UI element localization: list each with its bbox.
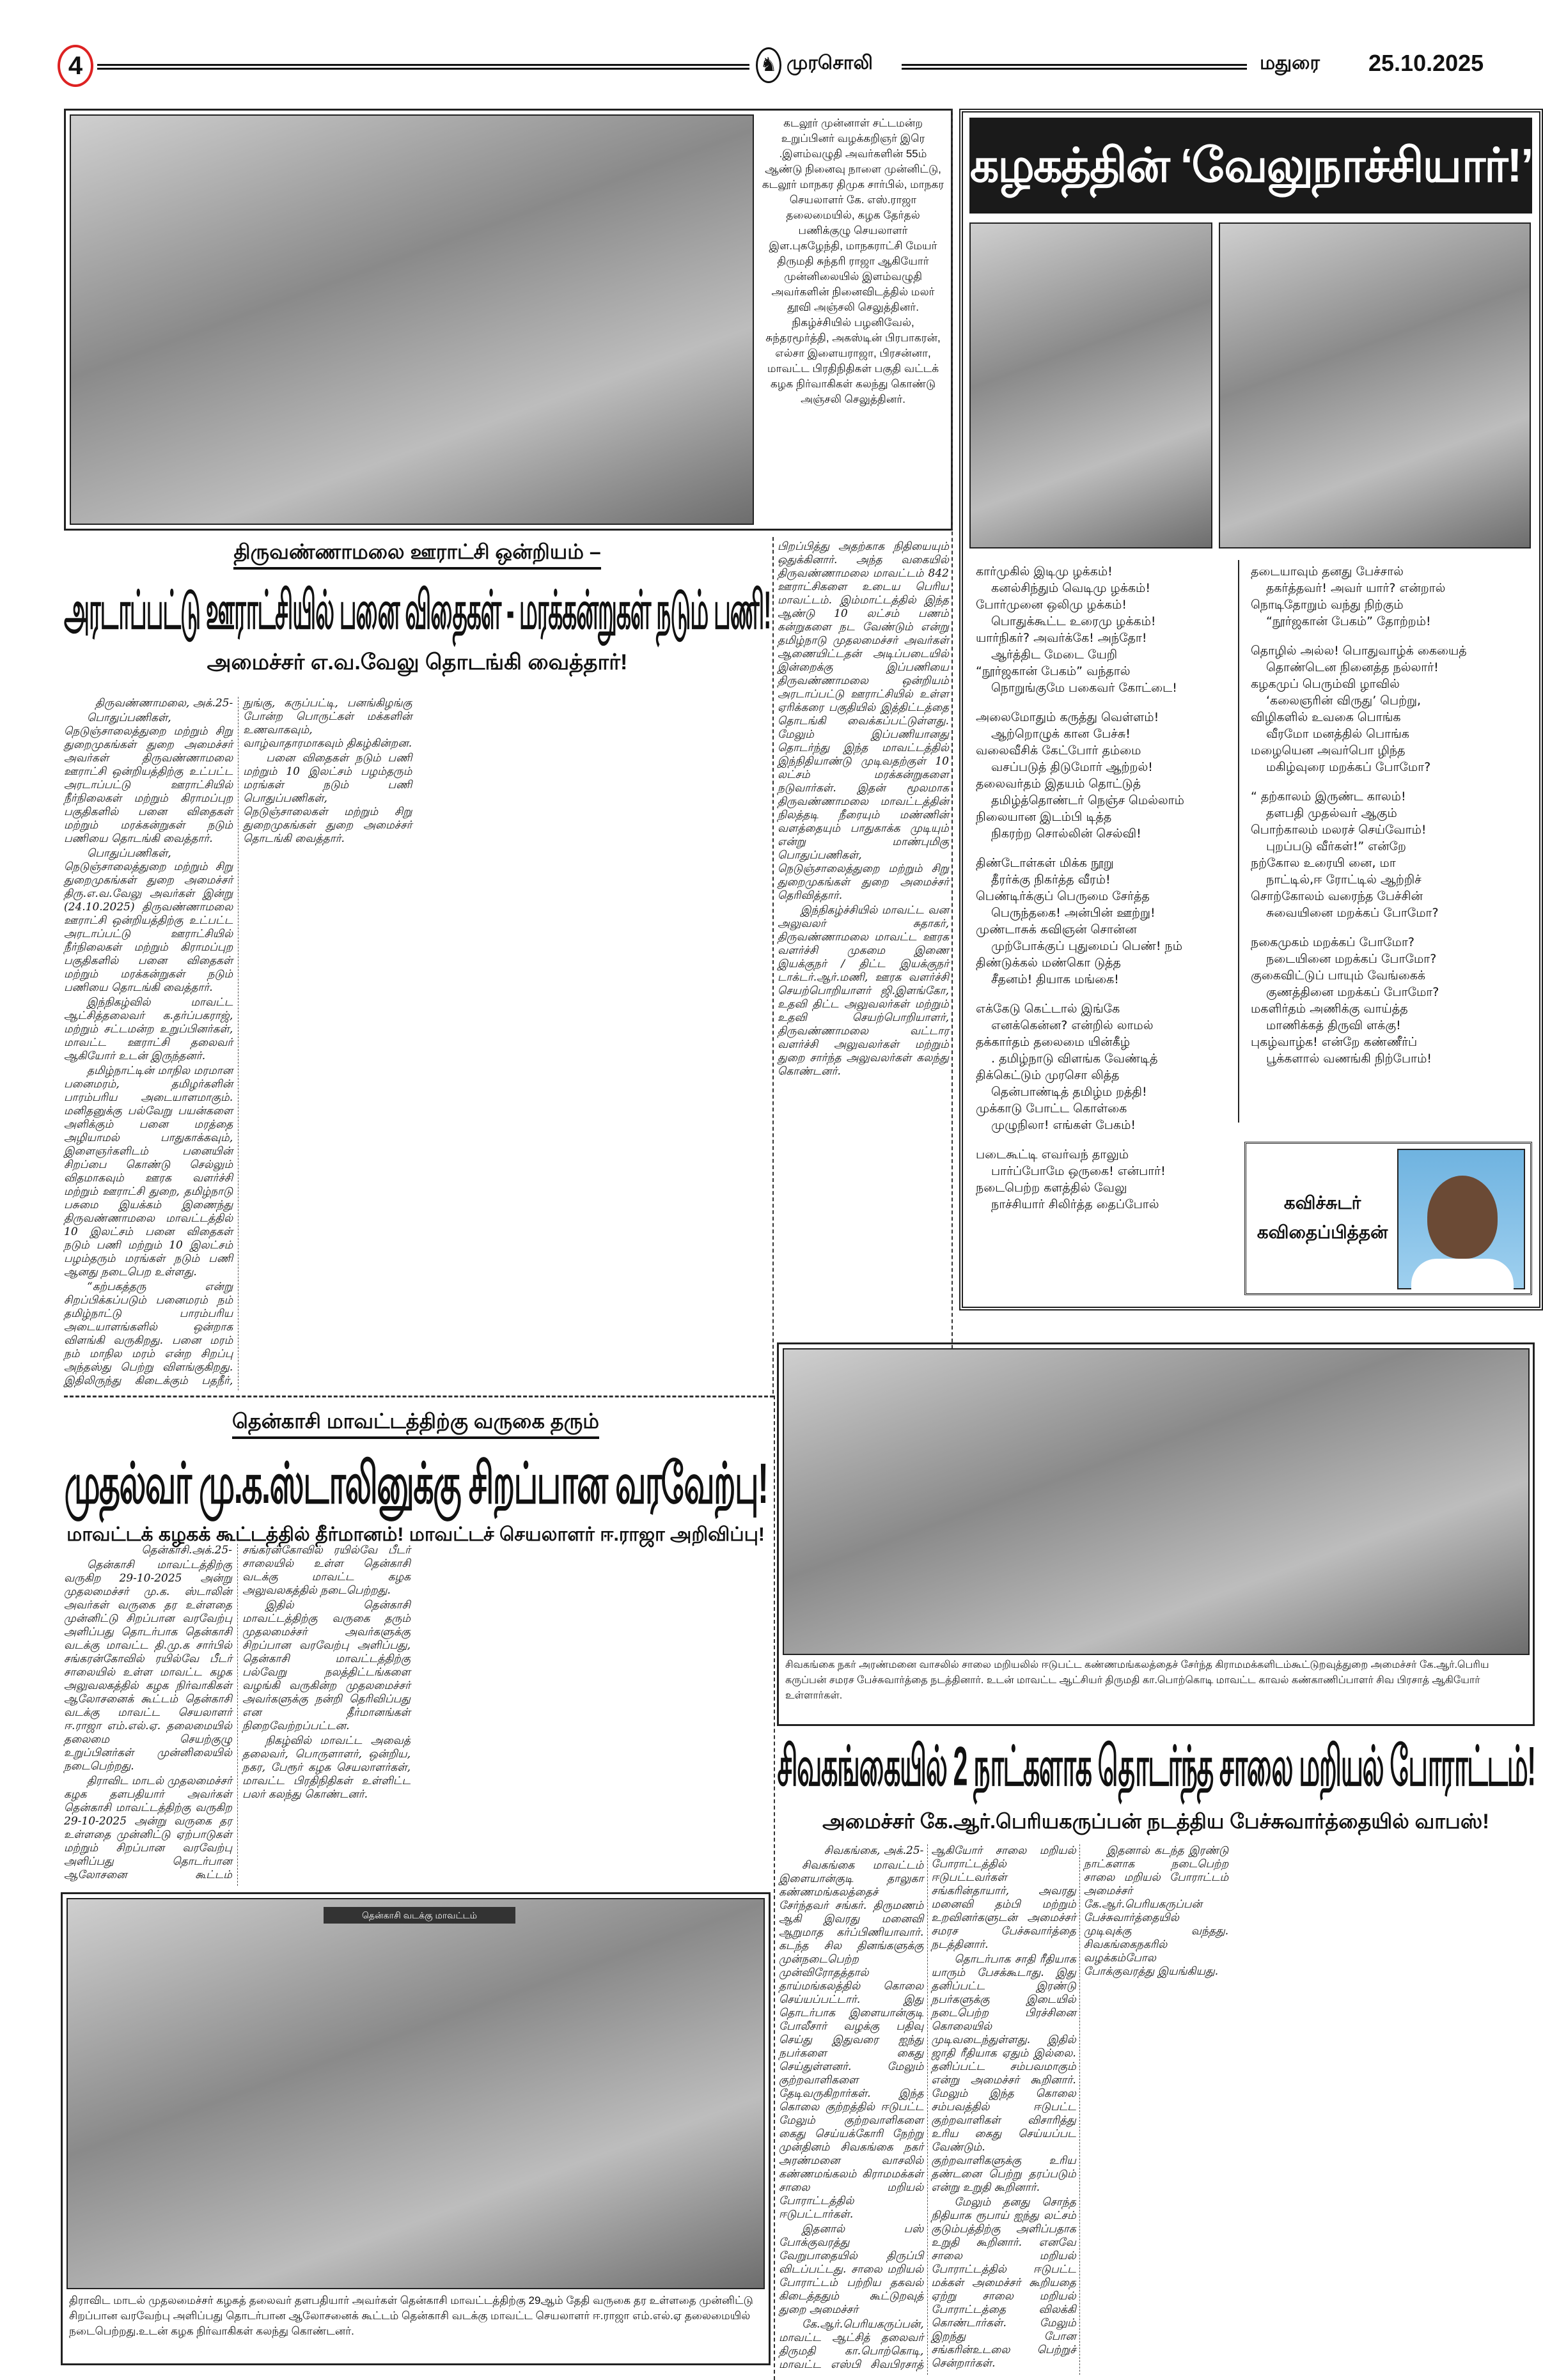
- article-continuation: [778, 540, 949, 1390]
- article-tenkasi: [64, 1410, 767, 1546]
- poem-line: தகர்த்தவர்! அவர் யார்? என்றால்: [1266, 581, 1446, 595]
- paragraph: “கற்பகத்தரு என்று சிறப்பிக்கப்படும் பனைமரம் நம் தமிழ்நாட்டு பாரம்பரிய அடையாளங்களில் ஒன்றாக விளங்கி வருகிறது. பனை மரம் நம் மாநில மரம் என்ற சிறப்பு அந்தஸ்து பெற்று விளங்குகிறது. இதிலிருந்து கிடைக்கும் பதநீர், நுங்கு, கருப்பட்டி, பனங்கிழங்கு போன்ற பொருட்கள் மக்களின் உணவாகவும், வாழ்வாதாரமாகவும் திகழ்கின்றன.: [64, 697, 412, 1387]
- poem-line: மகளிர்தம் அணிக்கு வாய்த்த: [1251, 1002, 1408, 1016]
- tenkasi-photo-box: [61, 1892, 771, 2365]
- column-divider: [772, 537, 774, 1394]
- poem-column-2: [1251, 563, 1526, 1080]
- poem-line: எக்கேடு கெட்டால் இங்கே: [976, 1002, 1120, 1016]
- poet-shirt: [1411, 1259, 1514, 1289]
- article-subheadline: அமைச்சர் கே.ஆர்.பெரியகருப்பன் நடத்திய பேச்சுவார்த்தையில் வாபஸ்!: [822, 1810, 1489, 1833]
- poem-line: கனல்சிந்தும் வெடிமு ழக்கம்!: [991, 581, 1150, 595]
- poem-line: வீரமோ மனத்தில் பொங்க: [1266, 727, 1409, 741]
- poet-title: கவிச்சுடர்: [1283, 1193, 1361, 1213]
- poem-stanza: [976, 563, 1232, 696]
- poem-stanza: [976, 709, 1232, 842]
- poem-stanza: [1251, 788, 1526, 921]
- poem-line: நொறுங்குமே பகைவர் கோட்டை!: [991, 681, 1177, 695]
- poem-column-1: [976, 563, 1232, 1225]
- poem-box: [959, 109, 1543, 1311]
- paragraph: தென்காசி மாவட்டத்திற்கு வருகிற 29-10-2025 அன்று முதலமைச்சர் மு.க. ஸ்டாலின் அவர்கள் வருகை தர உள்ளதை முன்னிட்டு சிறப்பான வரவேற்பு அளிப்பது தொடர்பாக தென்காசி வடக்கு மாவட்ட தி.மு.க சார்பில் சங்கரன்கோவில் ரயில்வே பீடர் சாலையில் உள்ள மாவட்ட கழக அலுவலகத்தில் கழக நிர்வாகிகள் ஆலோசனைக் கூட்டம் தென்காசி வடக்கு மாவட்ட செயலாளர் ஈ.ராஜா எம்.எல்.ஏ. தலைமையில் தலைமை செயற்குழு உறுப்பினர்கள் முன்னிலையில் நடைபெற்றது.: [64, 1559, 232, 1773]
- paper-name: முரசொலி: [787, 52, 873, 74]
- poem-line: சொற்கோலம் வரைந்த பேச்சின்: [1251, 889, 1423, 903]
- article-subheadline: அமைச்சர் எ.வ.வேலு தொடங்கி வைத்தார்!: [207, 650, 628, 675]
- poem-line: வசப்படுத் திடுமோர் ஆற்றல்!: [991, 760, 1153, 774]
- paragraph: பொதுப்பணிகள், நெடுஞ்சாலைத்துறை மற்றும் சிறு துறைமுகங்கள் துறை அமைச்சர் திரு.எ.வ.வேலு அவர்கள் இன்று (24.10.2025) திருவண்ணாமலை ஊராட்சி ஒன்றியத்திற்கு உட்பட்ட அரடாப்பட்டு ஊராட்சியில் நீர்நிலைகள் மற்றும் கிராமப்புற பகுதிகளில் பனை விதைகள் மற்றும் மரக்கன்றுகள் நடும் பணியை தொடங்கி வைத்தார்.: [64, 847, 233, 994]
- article-kicker: [64, 540, 771, 566]
- paragraph: இந்நிகழ்வில் மாவட்ட ஆட்சித்தலைவர் க.தர்ப்பகராஜ், மற்றும் சட்டமன்ற உறுப்பினர்கள், மாவட்ட ஊராட்சி தலைவர் ஆகியோர் உடன் இருந்தனர்.: [64, 996, 233, 1062]
- page-number: 4: [58, 45, 93, 87]
- poem-line: வலைவீசிக் கேட்போர் தம்மை: [976, 743, 1141, 758]
- paragraph: தொடர்பாக சாதி ரீதியாக யாரும் பேசக்கூடாது. இது தனிப்பட்ட இரண்டு நபர்களுக்கு இடையில் நடைபெற்ற பிரச்சினை கொலையில் முடிவடைந்துள்ளது. இதில் ஜாதி ரீதியாக ஏதும் இல்லை. தனிப்பட்ட சம்பவமாகும் என்று அமைச்சர் கூறினார். மேலும் இந்த கொலை சம்பவத்தில் ஈடுபட்ட குற்றவாளிகள் விசாரித்து உரிய கைது செய்யப்பட வேண்டும். குற்றவாளிகளுக்கு உரிய தண்டனை பெற்று தரப்படும் என்று உறுதி கூறினார்.: [931, 1953, 1076, 2194]
- article-kicker: [64, 1410, 767, 1436]
- paragraph: பனை விதைகள் நடும் பணி மற்றும் 10 இலட்சம் பழம்தரும் மரங்கள் நடும் பணி பொதுப்பணிகள், நெடுஞ்சாலைகள் மற்றும் சிறு துறைமுகங்கள் துறை அமைச்சர் தொடங்கி வைத்தார்.: [243, 752, 412, 845]
- poet-face: [1427, 1176, 1498, 1259]
- poem-title: கழகத்தின் ‘வேலுநாச்சியார்!’: [969, 139, 1532, 192]
- sivaganga-photo-box: [777, 1342, 1535, 1726]
- poem-line: முழுநிலா! எங்கள் பேகம்!: [991, 1118, 1136, 1132]
- leader-photo: [1219, 222, 1531, 548]
- leader-photo: [969, 222, 1212, 548]
- dateline: சிவகங்கை, அக்.25-: [824, 1844, 924, 1857]
- date: 25.10.2025: [1368, 50, 1484, 76]
- poem-line: தமிழ்த்தொண்டர் நெஞ்ச மெல்லாம்: [991, 793, 1184, 807]
- poem-line: குணத்தினை மறக்கப் போமோ?: [1266, 985, 1439, 999]
- drum-logo-icon: ♞: [756, 47, 781, 83]
- paragraph: தமிழ்நாட்டின் மாநில மரமான பனைமரம், தமிழர்களின் பாரம்பரிய அடையாளமாகும். மனிதனுக்கு பல்வேறு பயன்களை அளிக்கும் பனை மரத்தை அழியாமல் பாதுகாக்கவும், இளைஞர்களிடம் பனையின் சிறப்பை கொண்டு செல்லும் விதமாகவும் ஊரக வளர்ச்சி மற்றும் ஊராட்சி துறை, தமிழ்நாடு பசுமை இயக்கம் இணைந்து திருவண்ணாமலை மாவட்டத்தில் 10 இலட்சம் பனை விதைகள் நடும் பணி மற்றும் 10 இலட்சம் பழம்தரும் மரங்கள் நடும் பணி ஆனது நடைபெற உள்ளது.: [64, 1064, 233, 1279]
- poem-line: தென்பாண்டித் தமிழ்ம றத்தி!: [991, 1085, 1147, 1099]
- poet-photo: [1397, 1149, 1525, 1289]
- paragraph: கே.ஆர்.பெரியகருப்பன், மாவட்ட ஆட்சித் தலைவர் திருமதி கா.பொற்கொடி, மாவட்ட எஸ்பி சிவபிரசாத் ஆகியோர் சாலை மறியல் போராட்டத்தில் ஈடுபட்டவர்கள் சங்கரின்தாயார், அவரது மனைவி தம்பி மற்றும் உறவினர்களுடன் அமைச்சர் சமரச பேச்சுவார்த்தை நடத்தினார்.: [779, 1844, 1076, 2371]
- poem-stanza: [976, 855, 1232, 988]
- poet-box: [1244, 1142, 1532, 1295]
- poem-line: நகைமுகம் மறக்கப் போமோ?: [1251, 935, 1414, 949]
- poem-line: நிகரற்ற சொல்லின் செல்வி!: [991, 827, 1141, 841]
- poem-line: படைகூட்டி எவர்வந் தாலும்: [976, 1147, 1129, 1162]
- header-rule: [902, 64, 1247, 70]
- paragraph: இதனால் கடந்த இரண்டு நாட்களாக நடைபெற்ற சாலை மறியல் போராட்டம் அமைச்சர் கே.ஆர்.பெரியகருப்பன் பேச்சுவார்த்தையில் முடிவுக்கு வந்தது. சிவகங்கைநகரில் வழக்கம்போல போக்குவரத்து இயங்கியது.: [1083, 1844, 1229, 1978]
- poem-line: சீதனம்! தியாக மங்கை!: [991, 972, 1119, 986]
- photo-caption: சிவகங்கை நகர் அரண்மனை வாசலில் சாலை மறியலில் ஈடுபட்ட கண்ணமங்கலத்தைச் சேர்ந்த கிராமமக்களிடம்கூட்டுறவுத்துறை அமைச்சர் கே.ஆர்.பெரிய கருப்பன் சமரச பேச்சுவார்த்தை நடத்தினார். உடன் மாவட்ட ஆட்சியர் திருமதி கா.பொற்கொடி மாவட்ட காவல் கண்காணிப்பாளர் சிவ பிரசாத் ஆகியோர் உள்ளார்கள்.: [785, 1660, 1489, 1701]
- page-header: [58, 45, 1490, 89]
- poem-line: பொதுக்கூட்ட உரைமு ழக்கம்!: [991, 614, 1156, 628]
- poem-line: யார்நிகர்? அவர்க்கே! அந்தோ!: [976, 631, 1147, 645]
- poem-line: “நூர்ஜகான் பேகம்” வந்தால்: [976, 664, 1131, 678]
- photo-caption: திராவிட மாடல் முதலமைச்சர் கழகத் தலைவர் தளபதியார் அவர்கள் தென்காசி மாவட்டத்திற்கு 29ஆம் தேதி வருகை தர உள்ளதை முன்னிட்டு சிறப்பான வரவேற்பு அளிப்பது தொடர்பான ஆலோசனைக் கூட்டம் தென்காசி வடக்கு மாவட்ட செயலாளர் ஈ.ராஜா எம்.எல்.ஏ தலைமையில் நடைபெற்றது.உடன் கழக நிர்வாகிகள் கலந்து கொண்டனர்.: [69, 2294, 753, 2337]
- column-divider: [952, 109, 953, 1394]
- poem-line: தக்கார்தம் தலைமை யின்கீழ்: [976, 1035, 1131, 1049]
- poem-line: நற்கோல உரையி னை, மா: [1251, 856, 1396, 870]
- kicker-text: தென்காசி மாவட்டத்திற்கு வருகை தரும்: [232, 1410, 599, 1439]
- poem-line: திண்டோள்கள் மிக்க நூறு: [976, 856, 1114, 870]
- poem-line: மகிழ்வுரை மறக்கப் போமோ?: [1266, 760, 1431, 774]
- poem-line: திண்டுக்கல் மண்கொ டுத்த: [976, 956, 1121, 970]
- dateline: திருவண்ணாமலை, அக்.25-: [95, 697, 233, 710]
- poem-line: தொண்டென நினைத்த நல்லார்!: [1266, 660, 1439, 674]
- poem-stanza: [976, 1146, 1232, 1213]
- photo-caption: கடலூர் முன்னாள் சட்டமன்ற உறுப்பினர் வழக்கறிஞர் இரெ .இளம்வழுதி அவர்களின் 55ம் ஆண்டு நினைவு நாளை முன்னிட்டு, கடலூர் மாநகர திமுக சார்பில், மாநகர செயலாளர் கே. எஸ்.ராஜா தலைமையில், கழக தேர்தல் பணிக்குழு செயலாளர் இள.புகழேந்தி, மாநகராட்சி மேயர் திருமதி சுந்தரி ராஜா ஆகியோர் முன்னிலையில் இளம்வழுதி அவர்களின் நினைவிடத்தில் மலர் தூவி அஞ்சலி செலுத்தினர். நிகழ்ச்சியில் பழனிவேல், சுந்தரமூர்த்தி, அகஸ்டின் பிரபாகரன், எல்சா இளையராஜா, பிரசன்னா, மாவட்ட பிரதிநிதிகள் பகுதி வட்டக் கழக நிர்வாகிகள் கலந்து கொண்டு அஞ்சலி செலுத்தினர்.: [762, 117, 944, 405]
- paragraph: இதில் தென்காசி மாவட்டத்திற்கு வருகை தரும் முதலமைச்சர் அவர்களுக்கு சிறப்பான வரவேற்பு அளிப்பது, தென்காசி மாவட்டத்திற்கு பல்வேறு நலத்திட்டங்களை வழங்கி வருகின்ற முதலமைச்சர் அவர்களுக்கு நன்றி தெரிவிப்பது என தீர்மானங்கள் நிறைவேற்றப்பட்டன.: [242, 1599, 411, 1732]
- poem-line: திக்கெட்டும் முரசொ லித்த: [976, 1068, 1120, 1082]
- poem-line: . தமிழ்நாடு விளங்க வேண்டித்: [991, 1052, 1158, 1066]
- paragraph: மேலும் தனது சொந்த நிதியாக ரூபாய் ஐந்து லட்சம் குடும்பத்திற்கு அளிப்பதாக உறுதி கூறினார். எனவே சாலை மறியல் போராட்டத்தில் ஈடுபட்ட மக்கள் அமைச்சர் கூறியதை ஏற்று சாலை மறியல் போராட்டத்தை விலக்கி கொண்டார்கள். மேலும் இறந்து போன சங்கரின்உடலை பெற்றுச் சென்றார்கள்.: [931, 2196, 1076, 2370]
- article-body: [64, 697, 771, 1390]
- poem-line: பொற்காலம் மலரச் செய்வோம்!: [1251, 823, 1427, 837]
- photo-banner: தென்காசி வடக்கு மாவட்டம்: [324, 1907, 515, 1924]
- paragraph: சிவகங்கை மாவட்டம் இளையான்குடி தாலுகா கண்ணமங்கலத்தைச் சேர்ந்தவர் சங்கர். திருமணம் ஆகி இவரது மனைவி ஆறுமாத கர்ப்பிணியாவார். கடந்த சில தினங்களுக்கு முன்நடைபெற்ற முன்விரோதத்தால் தாய்மங்கலத்தில் கொலை செய்யப்பட்டார். இது தொடர்பாக இளையான்குடி போலீசார் வழக்கு பதிவு செய்து இதுவரை ஐந்து நபர்களை கைது செய்துள்ளனர். மேலும் குற்றவாளிகளை தேடிவருகிறார்கள். இந்த கொலை குற்றத்தில் ஈடுபட்ட மேலும் குற்றவாளிகளை கைது செய்யக்கோரி நேற்று முன்தினம் சிவகங்கை நகர் அரண்மனை வாசலில் கண்ணமங்கலம் கிராமமக்கள் சாலை மறியல் போராட்டத்தில் ஈடுபட்டார்கள்.: [779, 1859, 924, 2221]
- section-divider: [64, 1396, 774, 1397]
- poem-line: கழகமுப் பெரும்வி ழாவில்: [1251, 677, 1400, 691]
- paragraph: இதனால் பஸ் போக்குவரத்து வேறுபாதையில் திருப்பி விடப்பட்டது. சாலை மறியல் போராட்டம் பற்றிய தகவல் கிடைத்ததும் கூட்டுறவுத் துறை அமைச்சர்: [779, 2223, 924, 2316]
- poem-line: கார்முகில் இடிமு ழக்கம்!: [976, 564, 1113, 579]
- poem-title-banner: [969, 118, 1532, 214]
- poem-line: ‘கலைஞரின் விருது’ பெற்று,: [1266, 694, 1422, 708]
- poem-line: தீரர்க்கு நிகர்த்த வீரம்!: [991, 873, 1111, 887]
- poem-line: ஆர்த்திட மேடை யேறி: [991, 648, 1118, 662]
- poem-line: நடையினை மறக்கப் போமோ?: [1266, 952, 1437, 966]
- kicker-text: திருவண்ணாமலை ஊராட்சி ஒன்றியம் –: [233, 540, 600, 570]
- tribute-photo: [70, 114, 754, 525]
- poet-byline: [1250, 1188, 1395, 1247]
- poem-line: ஆற்றொழுக் கான பேச்சு!: [991, 727, 1131, 741]
- article-body: [779, 1844, 1533, 2375]
- poem-line: நடைபெற்ற களத்தில் வேலு: [976, 1181, 1127, 1195]
- poem-stanza: [976, 1000, 1232, 1133]
- poem-line: தடையாவும் தனது பேச்சால்: [1251, 564, 1404, 579]
- article-headline: அரடாப்பட்டு ஊராட்சியில் பனை விதைகள் - மரக்கன்றுகள் நடும் பணி!: [64, 580, 771, 641]
- poem-line: பூக்களால் வணங்கி நிற்போம்!: [1266, 1052, 1432, 1066]
- dateline: தென்காசி.அக்.25-: [141, 1544, 232, 1557]
- poem-stanza: [1251, 563, 1526, 630]
- poem-line: புறப்படு வீர்கள்!” என்றே: [1266, 839, 1406, 853]
- poem-line: “ தற்காலம் இருண்ட காலம்!: [1251, 789, 1406, 804]
- poem-line: தொழில் அல்ல! பொதுவாழ்க் கையைத்: [1251, 644, 1467, 658]
- paragraph: இந்நிகழ்ச்சியில் மாவட்ட வன அலுவலர் சுதாகர், திருவண்ணாமலை மாவட்ட ஊரக வளர்ச்சி முகமை இணை இயக்குநர் / திட்ட இயக்குநர் டாக்டர்.ஆர்.மணி, ஊரக வளர்ச்சி செயற்பொறியாளர் ஜி.இளங்கோ, உதவி திட்ட அலுவலர்கள் மற்றும் உதவி செயற்பொறியாளர், திருவண்ணாமலை வட்டார வளர்ச்சி அலுவலர்கள் மற்றும் துறை சார்ந்த அலுவலர்கள் கலந்து கொண்டனர்.: [778, 904, 949, 1078]
- article-body: [64, 1544, 767, 1886]
- paragraph: பிறப்பித்து அதற்காக நிதியையும் ஒதுக்கினார். அந்த வகையில் திருவண்ணாமலை மாவட்டம் 842 ஊராட்சிகளை உடைய பெரிய மாவட்டம். இம்மாட்டத்தில் இந்த ஆண்டு 10 லட்சம் பணம் கன்றுகளை நட வேண்டும் என்று தமிழ்நாடு முதலமைச்சர் அவர்கள் ஆணையிட்டதன் அடிப்படையில் இன்றைக்கு இப்பணியை திருவண்ணாமலை ஒன்றியம் அரடாப்பட்டு ஊராட்சியில் உள்ள ஏரிக்கரை பகுதியில் இத்திட்டத்தை தொடங்கி வைக்கப்பட்டுள்ளது. மேலும் இப்பணியானது தொடர்ந்து இந்த மாவட்டத்தில் இந்நிதியாண்டு முடிவதற்குள் 10 லட்சம் மரக்கன்றுகளை நடுவார்கள். இதன் மூலமாக திருவண்ணாமலை மாவட்டத்தின் நிலத்தடி நீரையும் மண்ணின் வளத்தையும் பாதுகாக்க முடியும் என்று மாண்புமிகு பொதுப்பணிகள், நெடுஞ்சாலைத்துறை மற்றும் சிறு துறைமுகங்கள் துறை அமைச்சர் தெரிவித்தார்.: [778, 540, 949, 902]
- city: மதுரை: [1260, 52, 1320, 74]
- poem-line: சுவையினை மறக்கப் போமோ?: [1266, 906, 1439, 920]
- poem-line: குகைவிட்டுப் பாயும் வேங்கைக்: [1251, 968, 1426, 983]
- poem-line: அலைமோதும் கருத்து வெள்ளம்!: [976, 710, 1159, 724]
- protest-talks-photo: [783, 1348, 1530, 1655]
- poem-line: மாணிக்கத் திருவி ளக்கு!: [1266, 1018, 1401, 1032]
- poem-line: பெண்டிர்க்குப் பெருமை சேர்த்த: [976, 889, 1150, 903]
- paragraph: பொதுப்பணிகள், நெடுஞ்சாலைத்துறை மற்றும் சிறு துறைமுகங்கள் துறை அமைச்சர் அவர்கள் திருவண்ணாமலை ஊராட்சி ஒன்றியத்திற்கு உட்பட்ட அரடாப்பட்டு ஊராட்சியில் நீர்நிலைகள் மற்றும் கிராமப்புற பகுதிகளில் பனை விதைகள் மற்றும் மரக்கன்றுகள் நடும் பணியை தொடங்கி வைத்தார்.: [64, 712, 233, 845]
- poem-line: நாட்டில்,ஈ ரோட்டில் ஆற்றிச்: [1266, 873, 1422, 887]
- poem-line: நிலையான இடம்பி டித்த: [976, 810, 1112, 824]
- poem-line: தளபதி முதல்வர் ஆகும்: [1266, 806, 1397, 820]
- poem-line: தலைவர்தம் இதயம் தொட்டுத்: [976, 777, 1141, 791]
- poem-stanza: [1251, 934, 1526, 1067]
- article-headline: சிவகங்கையில் 2 நாட்களாக தொடர்ந்த சாலை மறியல் போராட்டம்!: [777, 1735, 1535, 1798]
- poem-stanza: [1251, 642, 1526, 775]
- poem-line: நாச்சியார் சிலிர்த்த தைப்போல்: [991, 1197, 1159, 1211]
- article-headline: முதல்வர் மு.க.ஸ்டாலினுக்கு சிறப்பான வரவேற்பு!: [64, 1451, 767, 1515]
- poem-line: முக்காடு போட்ட கொள்கை: [976, 1101, 1127, 1116]
- poem-line: “நூர்ஜகான் பேகம்” தோற்றம்!: [1266, 614, 1431, 628]
- column-divider: [774, 1396, 775, 2380]
- poem-line: விழிகளில் உவகை பொங்க: [1251, 710, 1401, 724]
- poem-line: பார்ப்போமே ஒருகை! என்பார்!: [991, 1164, 1166, 1178]
- poem-line: பெருந்தகை! அன்பின் ஊற்று!: [991, 906, 1155, 920]
- poem-line: மழையென அவர்பொ ழிந்த: [1251, 743, 1406, 758]
- top-photo-story: [64, 109, 953, 531]
- poem-divider: [1238, 560, 1239, 1123]
- poem-line: முற்போக்குப் புதுமைப் பெண்! நம்: [991, 939, 1182, 953]
- poem-line: எனக்கென்ன? என்றில் லாமல்: [991, 1018, 1154, 1032]
- poet-name: கவிதைப்பித்தன்: [1257, 1222, 1388, 1242]
- paragraph: நிகழ்வில் மாவட்ட அவைத் தலைவர், பொருளாளர், ஒன்றிய, நகர, பேரூர் கழக செயலாளர்கள், மாவட்ட பிரதிநிதிகள் உள்ளிட்ட பலர் கலந்து கொண்டனர்.: [242, 1734, 411, 1801]
- meeting-photo: [67, 1898, 765, 2289]
- poem-line: முண்டாசுக் கவிஞன் சொன்ன: [976, 922, 1137, 937]
- poem-line: புகழ்வாழ்க! என்றே கண்ணீர்ப்: [1251, 1035, 1418, 1049]
- header-rule: [97, 64, 749, 70]
- article-thiruvannamalai: [64, 540, 771, 676]
- article-subheadline: மாவட்டக் கழகக் கூட்டத்தில் தீர்மானம்! மாவட்டச் செயலாளர் ஈ.ராஜா அறிவிப்பு!: [67, 1523, 765, 1545]
- paragraph: திராவிட மாடல் முதலமைச்சர் கழக தளபதியார் அவர்கள் தென்காசி மாவட்டத்திற்கு வருகிற 29-10-2025 அன்று வருகை தர உள்ளதை முன்னிட்டு ஏற்பாடுகள் மற்றும் சிறப்பான வரவேற்பு அளிப்பது தொடர்பான ஆலோசனை கூட்டம் சங்கரன்கோவில் ரயில்வே பீடர் சாலையில் உள்ள தென்காசி வடக்கு மாவட்ட கழக அலுவலகத்தில் நடைபெற்றது.: [64, 1544, 411, 1881]
- poem-line: நொடிதோறும் வந்து நிற்கும்: [1251, 598, 1404, 612]
- poem-line: போர்முனை ஒலிமு ழக்கம்!: [976, 598, 1127, 612]
